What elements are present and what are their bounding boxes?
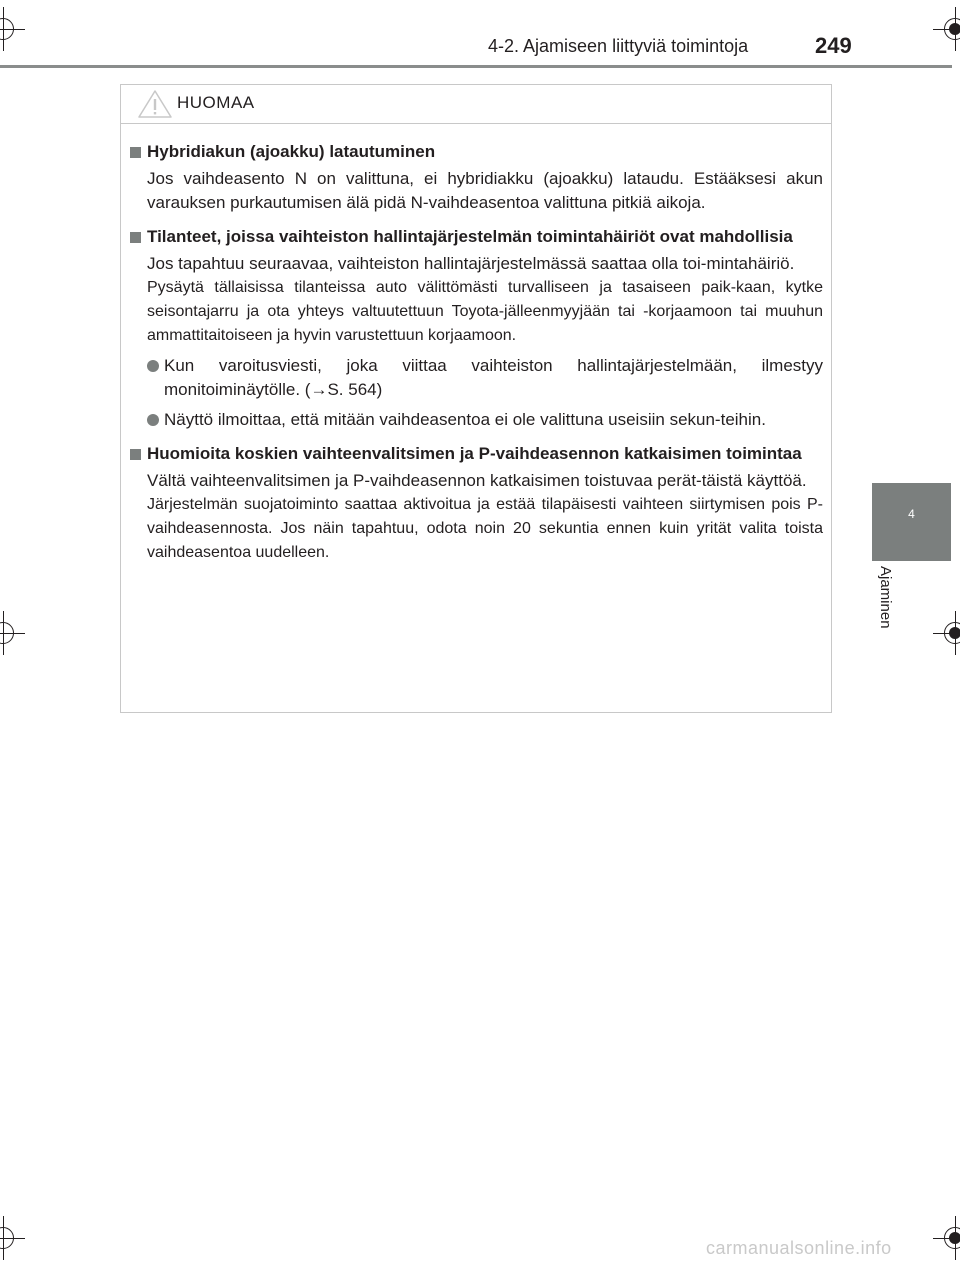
bullet-dot-icon <box>147 414 159 426</box>
page-number: 249 <box>815 33 852 58</box>
section-body: Järjestelmän suojatoiminto saattaa aktivoitua ja estää tilapäisesti vaihteen siirtymisen pois P-vaihdeasennosta. Jos näin tapahtuu, odota noin 20 sekuntia ennen kuin yrität valita toista vaihdeasentoa uudelleen. <box>147 496 823 561</box>
list-item <box>147 354 823 402</box>
chapter-tab <box>872 483 951 561</box>
section-selector-p-switch <box>129 442 823 565</box>
section-body: Pysäytä tällaisissa tilanteissa auto välittömästi turvalliseen ja tasaiseen paik-kaan, kytke seisontajarru ja ota yhteys valtuutettuun Toyota-jälleenmyyjään tai -korjaamoon tai muuhun ammattitaitoiseen ja hyvin varustettuun korjaamoon. <box>147 279 823 344</box>
section-heading: Huomioita koskien vaihteenvalitsimen ja P-vaihdeasennon katkaisimen toimintaa <box>147 444 802 463</box>
section-body: Jos tapahtuu seuraavaa, vaihteiston hallintajärjestelmässä saattaa olla toi-mintahäiriö. <box>147 254 795 273</box>
bullet-text: Kun varoitusviesti, joka viittaa vaihteiston hallintajärjestelmään, ilmestyy monitoiminäytölle. ( <box>164 356 823 399</box>
page-reference: S. 564) <box>327 380 383 399</box>
header-rule <box>0 65 952 68</box>
bullet-text: Näyttö ilmoittaa, että mitään vaihdeasentoa ei ole valittuna useisiin sekun-teihin. <box>164 410 766 429</box>
notice-title: HUOMAA <box>177 93 255 112</box>
chapter-label: Ajaminen <box>877 566 894 629</box>
section-malfunctions <box>129 225 823 432</box>
warning-triangle-icon <box>137 89 173 124</box>
chapter-number: 4 <box>908 507 915 521</box>
watermark: carmanualsonline.info <box>706 1238 892 1258</box>
section-body: Jos vaihdeasento N on valittuna, ei hybridiakku (ajoakku) lataudu. Estääksesi akun varauksen purkautumisen älä pidä N-vaihdeasentoa valittuna pitkiä aikoja. <box>147 169 823 212</box>
notice-header <box>121 85 831 124</box>
reference-arrow-icon: → <box>310 380 328 399</box>
bullet-dot-icon <box>147 360 159 372</box>
section-heading: Tilanteet, joissa vaihteiston hallintajärjestelmän toimintahäiriöt ovat mahdollisia <box>147 227 793 246</box>
list-item <box>147 408 823 432</box>
notice-content <box>121 124 831 565</box>
notice-box <box>120 84 832 713</box>
header-section-title: 4-2. Ajamiseen liittyviä toimintoja <box>488 36 749 56</box>
section-body: Vältä vaihteenvalitsimen ja P-vaihdeasennon katkaisimen toistuvaa perät-täistä käyttöä. <box>147 471 807 490</box>
section-bullet-square <box>130 232 141 243</box>
section-bullet-square <box>130 147 141 158</box>
section-heading: Hybridiakun (ajoakku) latautuminen <box>147 142 436 161</box>
section-battery-charging <box>129 140 823 215</box>
section-bullet-square <box>130 449 141 460</box>
